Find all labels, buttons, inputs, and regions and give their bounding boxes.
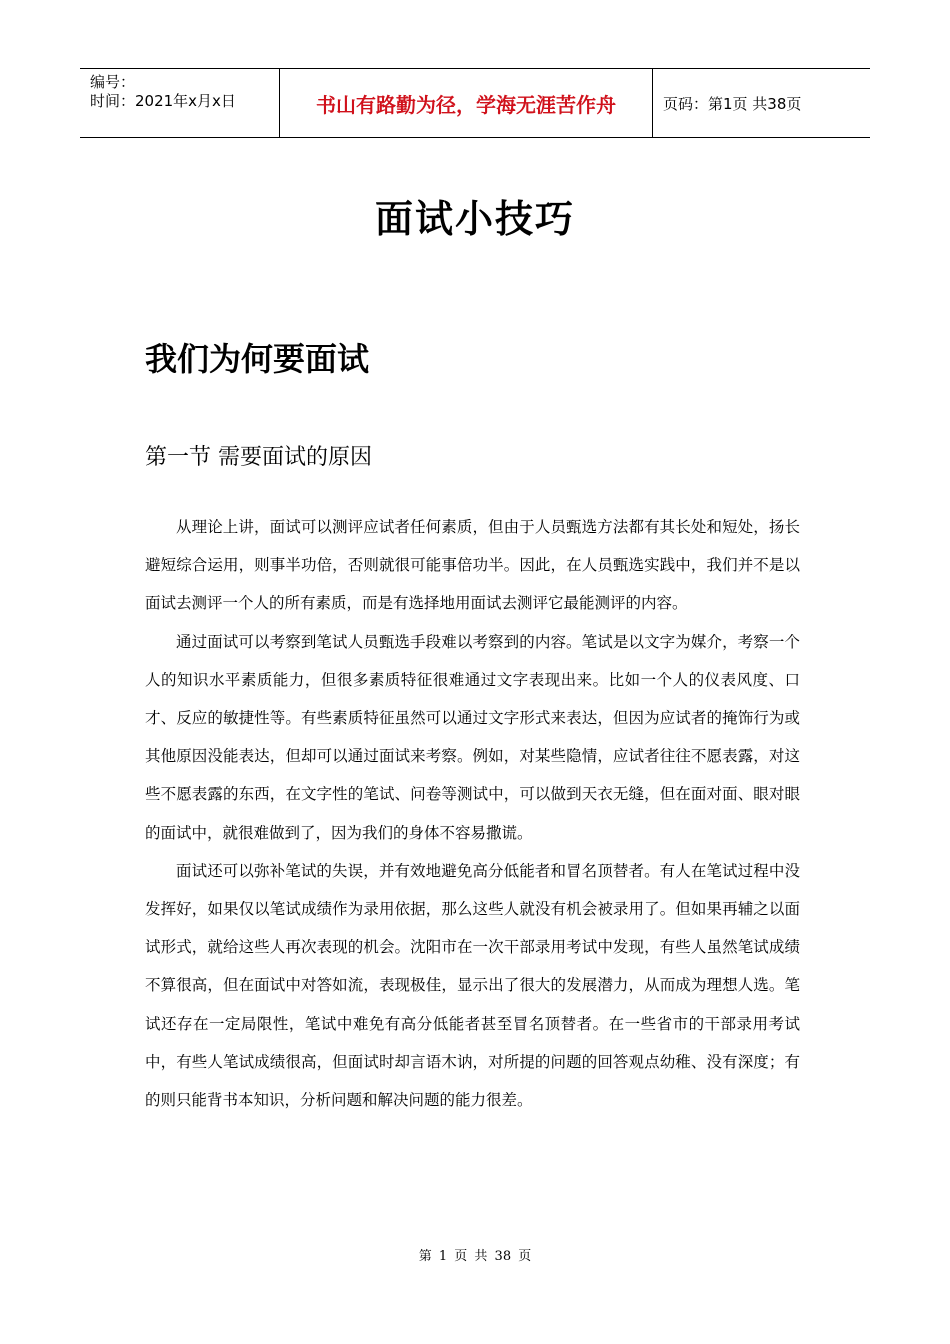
- page-footer: 第 1 页 共 38 页: [418, 1249, 532, 1264]
- body-text: [145, 508, 800, 1119]
- header-page-info: 页码：第1页 共38页: [663, 94, 802, 113]
- section-heading: 第一节 需要面试的原因: [145, 445, 372, 470]
- document-title: 面试小技巧: [374, 197, 575, 241]
- document-number-label: 编号：: [90, 73, 136, 91]
- paragraph: 通过面试可以考察到笔试人员甄选手段难以考察到的内容。笔试是以文字为媒介，考察一个人的知识水平素质能力，但很多素质特征很难通过文字表现出来。比如一个人的仪表风度、口才、反应的敏捷性等。有些素质特征虽然可以通过文字形式来表达，但因为应试者的掩饰行为或其他原因没能表达，但却可以通过面试来考察。例如，对某些隐情，应试者往往不愿表露，对这些不愿表露的东西，在文字性的笔试、问卷等测试中，可以做到天衣无缝，但在面对面、眼对眼的面试中，就很难做到了，因为我们的身体不容易撒谎。: [145, 632, 800, 842]
- paragraph: 从理论上讲，面试可以测评应试者任何素质，但由于人员甄选方法都有其长处和短处，扬长避短综合运用，则事半功倍，否则就很可能事倍功半。因此，在人员甄选实践中，我们并不是以面试去测评一个人的所有素质，而是有选择地用面试去测评它最能测评的内容。: [145, 518, 800, 613]
- header-motto: 书山有路勤为径，学海无涯苦作舟: [280, 69, 653, 137]
- header-meta: [80, 69, 280, 137]
- document-date: 时间：2021年x月x日: [90, 92, 236, 110]
- page-header: [80, 68, 870, 138]
- chapter-heading: 我们为何要面试: [145, 340, 370, 378]
- paragraph: 面试还可以弥补笔试的失误，并有效地避免高分低能者和冒名顶替者。有人在笔试过程中没发挥好，如果仅以笔试成绩作为录用依据，那么这些人就没有机会被录用了。但如果再辅之以面试形式，就给这些人再次表现的机会。沈阳市在一次干部录用考试中发现，有些人虽然笔试成绩不算很高，但在面试中对答如流，表现极佳，显示出了很大的发展潜力，从而成为理想人选。笔试还存在一定局限性，笔试中难免有高分低能者甚至冒名顶替者。在一些省市的干部录用考试中，有些人笔试成绩很高，但面试时却言语木讷，对所提的问题的回答观点幼稚、没有深度；有的则只能背书本知识，分析问题和解决问题的能力很差。: [145, 861, 800, 1110]
